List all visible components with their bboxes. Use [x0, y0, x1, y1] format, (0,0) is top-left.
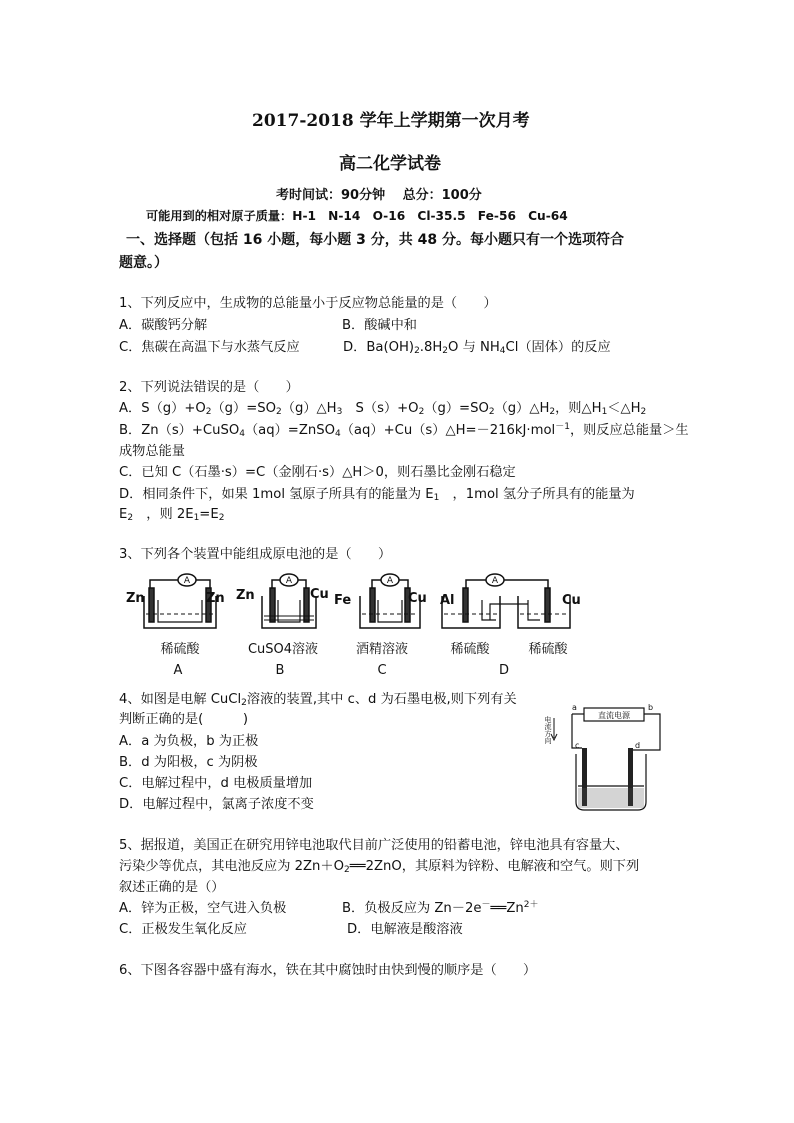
terminal-b: b: [648, 703, 654, 712]
electrode-a-right: Zn: [206, 591, 225, 606]
q1-option-d: D．$Ba(OH)_2.8H_2O$ 与 $NH_4Cl$（固体）的反应: [343, 340, 611, 356]
electrode-c-left: Fe: [334, 593, 352, 608]
meter-label-c: A: [386, 576, 394, 586]
section-heading-line1: 一、选择题（包括 16 小题，每小题 3 分，共 48 分。每小题只有一个选项符合: [126, 232, 624, 248]
meter-label-a: A: [183, 576, 191, 586]
solution-d2: 稀硫酸: [528, 642, 568, 657]
q2-option-d-line1: D．相同条件下，如果 1mol 氢原子所具有的能量为 $E_1$ ，1mol 氢分子所具有的能量为: [119, 487, 635, 503]
q1-option-a: A．碳酸钙分解: [119, 318, 208, 333]
q1-option-c: C．焦碳在高温下与水蒸气反应: [119, 340, 300, 355]
meter-label-d: A: [491, 576, 499, 586]
electrode-c-right: Cu: [408, 591, 427, 606]
electrode-d-right: Cu: [562, 593, 581, 608]
letter-d: D: [498, 663, 510, 678]
meter-label-b: A: [285, 576, 293, 586]
solution-b: CuSO4溶液: [247, 642, 319, 657]
q1-option-b: B．酸碱中和: [342, 318, 417, 333]
power-source-label: 直流电源: [598, 711, 630, 720]
q2-stem: 2、下列说法错误的是（ ）: [119, 380, 299, 395]
q5-option-a: A．锌为正极，空气进入负极: [119, 901, 287, 916]
solution-c: 酒精溶液: [355, 642, 409, 657]
letter-a: A: [173, 663, 183, 678]
q2-option-b-line2: 成物总能量: [119, 444, 185, 459]
q5-stem-line3: 叙述正确的是（）: [119, 880, 225, 895]
q5-option-c: C．正极发生氧化反应: [119, 922, 247, 937]
letter-c: C: [377, 663, 387, 678]
q6-stem: 6、下图各容器中盛有海水，铁在其中腐蚀时由快到慢的顺序是（ ）: [119, 963, 537, 978]
exam-info: 考时间试：90分钟 总分：100分: [276, 188, 482, 203]
q5-option-b: B．负极反应为 $Zn-2e^-══Zn^{2+}$: [342, 900, 539, 916]
q5-stem-line2: 污染少等优点，其电池反应为 $2Zn+O_2══2ZnO$，其原料为锌粉、电解液和空气。则下列: [119, 859, 640, 875]
section-heading-line2: 题意。）: [119, 255, 168, 271]
solution-a: 稀硫酸: [160, 642, 200, 657]
q4-stem-line1: 4、如图是电解 CuCl$_2$溶液的装置,其中 c、d 为石墨电极,则下列有关: [119, 692, 517, 708]
q1-stem: 1、下列反应中，生成物的总能量小于反应物总能量的是（ ）: [119, 296, 497, 311]
electrode-d: d: [635, 741, 641, 750]
electrode-c: c: [575, 741, 580, 750]
apparatus-d: [442, 574, 570, 628]
q2-option-d-line2: $E_2$ ，则 $2E_1=E_2$: [119, 507, 225, 523]
q4-stem-line2: 判断正确的是( ): [119, 712, 248, 727]
q3-stem: 3、下列各个装置中能组成原电池的是（ ）: [119, 547, 392, 562]
q5-stem-line1: 5、据报道，美国正在研究用锌电池取代目前广泛使用的铅蓄电池，锌电池具有容量大、: [119, 838, 629, 853]
letter-b: B: [275, 663, 285, 678]
q4-option-d: D．电解过程中，氯离子浓度不变: [119, 797, 314, 812]
q2-option-b-line1: B．Zn（s）+CuSO$_4$（aq）=ZnSO$_4$（aq）+Cu（s）△H=－216kJ·mol$^{-1}$，则反应总能量＞生: [119, 422, 689, 439]
q5-option-d: D．电解液是酸溶液: [347, 922, 463, 937]
electrode-b-right: Cu: [310, 587, 329, 602]
current-direction-label: 电流方向: [544, 716, 552, 744]
q4-option-c: C．电解过程中，d 电极质量增加: [119, 776, 313, 791]
q4-option-b: B．d 为阳极，c 为阴极: [119, 755, 258, 770]
terminal-a: a: [572, 703, 577, 712]
atomic-masses: 可能用到的相对原子质量：H-1 N-14 O-16 Cl-35.5 Fe-56 Cu-64: [146, 209, 568, 223]
electrode-d-left: Al: [440, 593, 455, 608]
electrode-a-left: Zn: [126, 591, 145, 606]
q3-apparatus-figure: [120, 570, 590, 682]
q2-option-a: A．$S(g)+O_2(g)=SO_2(g)\triangle H_3$ $S(s)+O_2(g)=SO_2(g)\triangle H_2$，则$\triangle H_1<\triangle H_2$: [119, 401, 647, 417]
solution-d1: 稀硫酸: [450, 642, 490, 657]
exam-subtitle: 高二化学试卷: [339, 154, 441, 174]
q4-electrolysis-figure: [544, 702, 670, 814]
electrode-b-left: Zn: [236, 588, 255, 603]
q2-option-c: C．已知 C（石墨·s）=C（金刚石·s）△H＞0，则石墨比金刚石稳定: [119, 465, 516, 480]
q4-option-a: A．a 为负极，b 为正极: [119, 734, 259, 749]
exam-title: 2017-2018 学年上学期第一次月考: [252, 111, 530, 131]
